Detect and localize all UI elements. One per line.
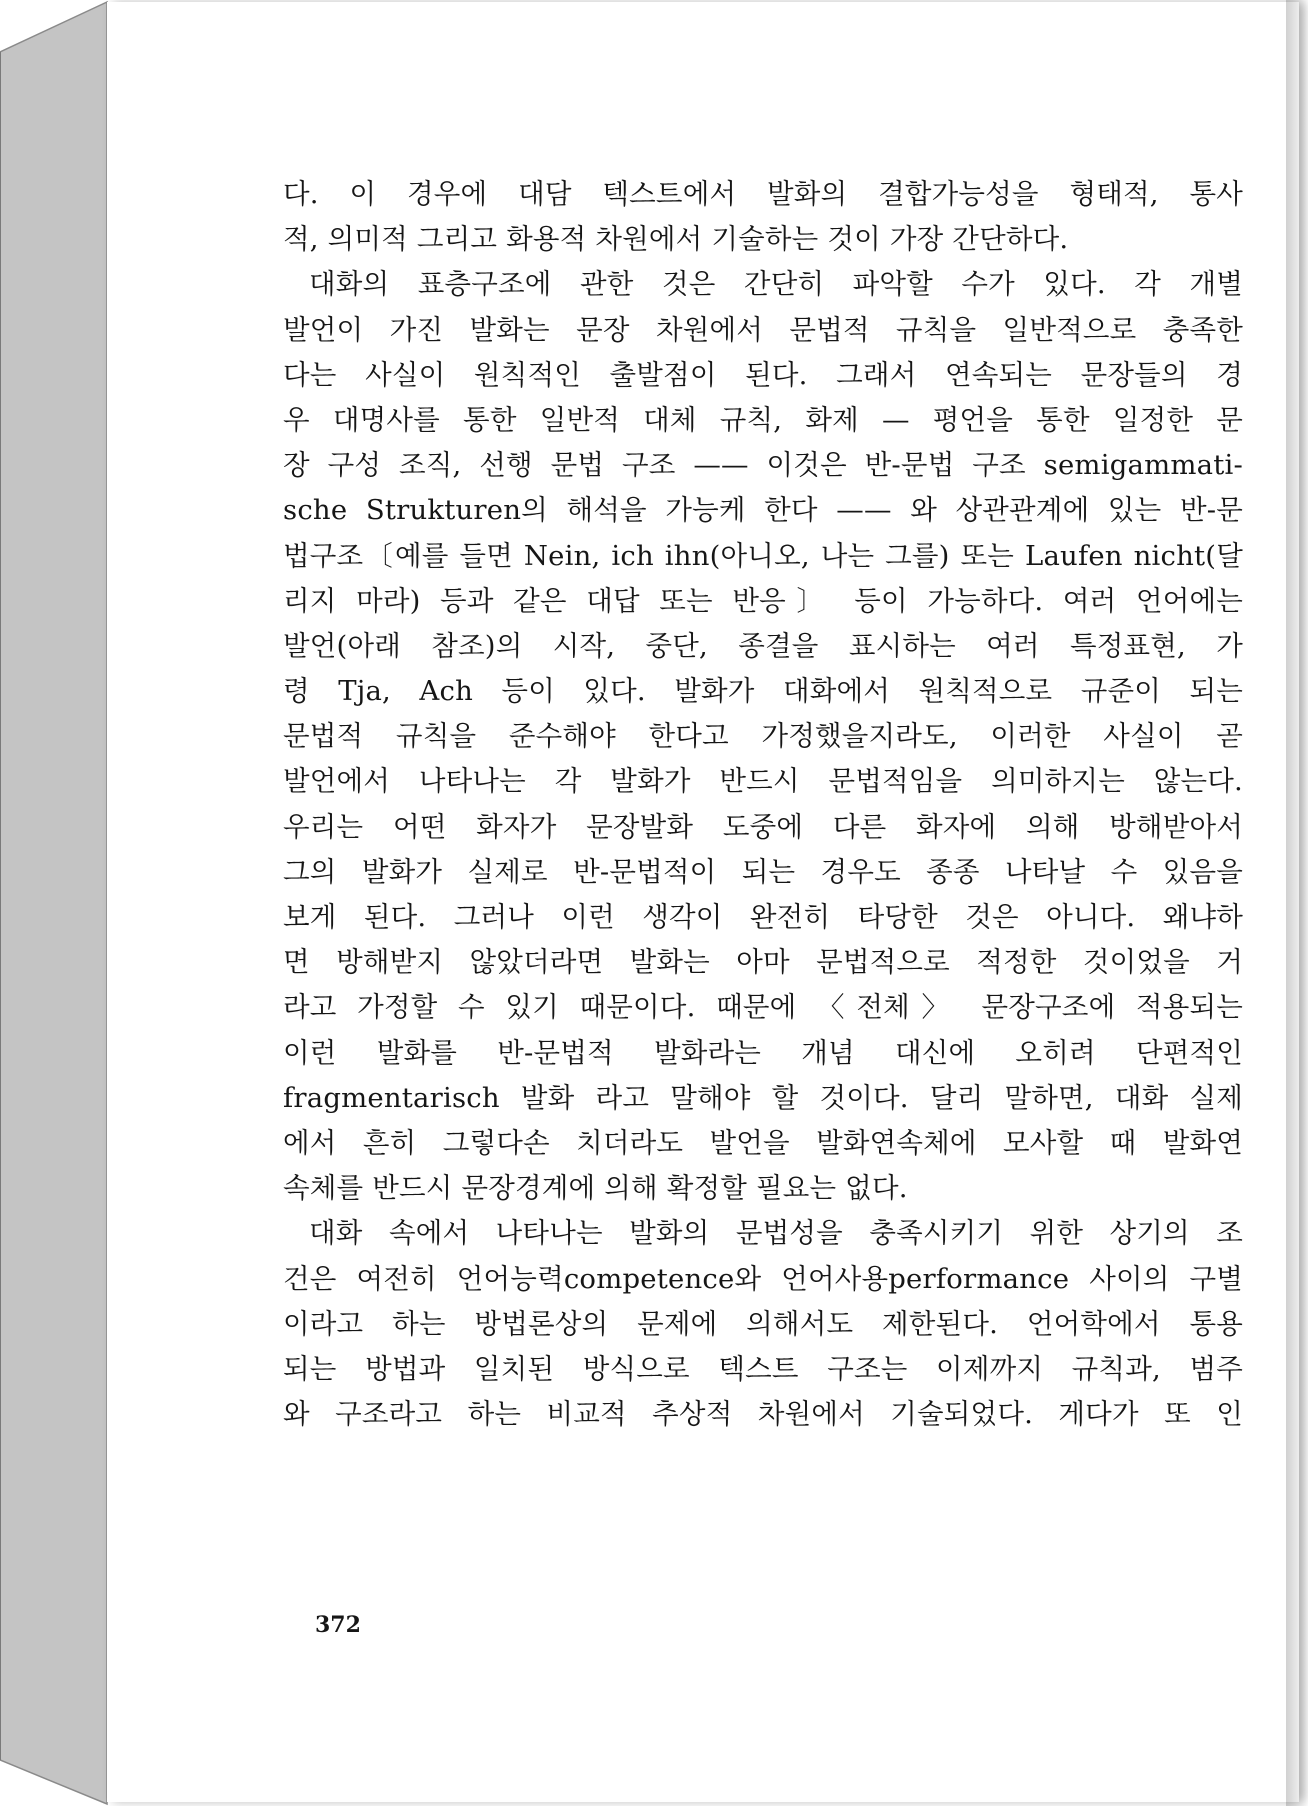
text-line: sche Strukturen의 해석을 가능케 한다 —— 와 상관관계에 있는 반-문 <box>283 494 1243 527</box>
text-line: 이런 발화를 반-문법적 발화라는 개념 대신에 오히려 단편적인 <box>283 1036 1243 1069</box>
text-line: 발언에서 나타나는 각 발화가 반드시 문법적임을 의미하지는 않는다. <box>283 765 1243 798</box>
text-line: 되는 방법과 일치된 방식으로 텍스트 구조는 이제까지 규칙과, 범주 <box>283 1352 1243 1385</box>
text-line: 우리는 어떤 화자가 문장발화 도중에 다른 화자에 의해 방해받아서 <box>283 810 1243 843</box>
text-line: 대화의 표층구조에 관한 것은 간단히 파악할 수가 있다. 각 개별 <box>309 268 1243 301</box>
text-line: 문법적 규칙을 준수해야 한다고 가정했을지라도, 이러한 사실이 곧 <box>283 720 1243 753</box>
text-line: 다. 이 경우에 대담 텍스트에서 발화의 결합가능성을 형태적, 통사 <box>283 178 1243 210</box>
text-line: 적, 의미적 그리고 화용적 차원에서 기술하는 것이 가장 간단하다. <box>283 223 1069 256</box>
page-number: 372 <box>315 1612 361 1638</box>
text-line: 에서 흔히 그렇다손 치더라도 발언을 발화연속체에 모사할 때 발화연 <box>283 1126 1243 1159</box>
page-edge-shadow <box>1286 0 1308 1806</box>
text-line: 보게 된다. 그러나 이런 생각이 완전히 타당한 것은 아니다. 왜냐하 <box>283 901 1243 933</box>
text-line: 발언(아래 참조)의 시작, 중단, 종결을 표시하는 여러 특정표현, 가 <box>283 629 1243 662</box>
text-line: fragmentarisch 발화 라고 말해야 할 것이다. 달리 말하면, 대화 실제 <box>283 1081 1243 1114</box>
text-line: 라고 가정할 수 있기 때문이다. 때문에 〈전체〉 문장구조에 적용되는 <box>283 991 1243 1024</box>
text-line: 이라고 하는 방법론상의 문제에 의해서도 제한된다. 언어학에서 통용 <box>283 1307 1243 1340</box>
text-line: 다는 사실이 원칙적인 출발점이 된다. 그래서 연속되는 문장들의 경 <box>283 358 1243 391</box>
text-line: 우 대명사를 통한 일반적 대체 규칙, 화제 — 평언을 통한 일정한 문 <box>283 403 1243 436</box>
text-line: 령 Tja, Ach 등이 있다. 발화가 대화에서 원칙적으로 규준이 되는 <box>283 675 1243 708</box>
text-line: 리지 마라) 등과 같은 대답 또는 반응〕 등이 가능하다. 여러 언어에는 <box>283 584 1243 617</box>
text-line: 법구조〔예를 들면 Nein, ich ihn(아니오, 나는 그를) 또는 Laufen nicht(달 <box>283 539 1243 572</box>
text-line: 건은 여전히 언어능력competence와 언어사용performance 사이의 구별 <box>283 1262 1243 1295</box>
text-line: 면 방해받지 않았더라면 발화는 아마 문법적으로 적정한 것이었을 거 <box>283 946 1243 979</box>
book-page <box>107 2 1299 1802</box>
text-line: 발언이 가진 발화는 문장 차원에서 문법적 규칙을 일반적으로 충족한 <box>283 313 1243 346</box>
text-line: 장 구성 조직, 선행 문법 구조 —— 이것은 반-문법 구조 semigammati- <box>283 449 1243 482</box>
text-line: 와 구조라고 하는 비교적 추상적 차원에서 기술되었다. 게다가 또 인 <box>283 1398 1243 1431</box>
page-body-text <box>283 172 1243 1437</box>
text-line: 대화 속에서 나타나는 발화의 문법성을 충족시키기 위한 상기의 조 <box>309 1217 1243 1250</box>
text-line: 그의 발화가 실제로 반-문법적이 되는 경우도 종종 나타날 수 있음을 <box>283 855 1243 888</box>
text-line: 속체를 반드시 문장경계에 의해 확정할 필요는 없다. <box>283 1172 908 1205</box>
